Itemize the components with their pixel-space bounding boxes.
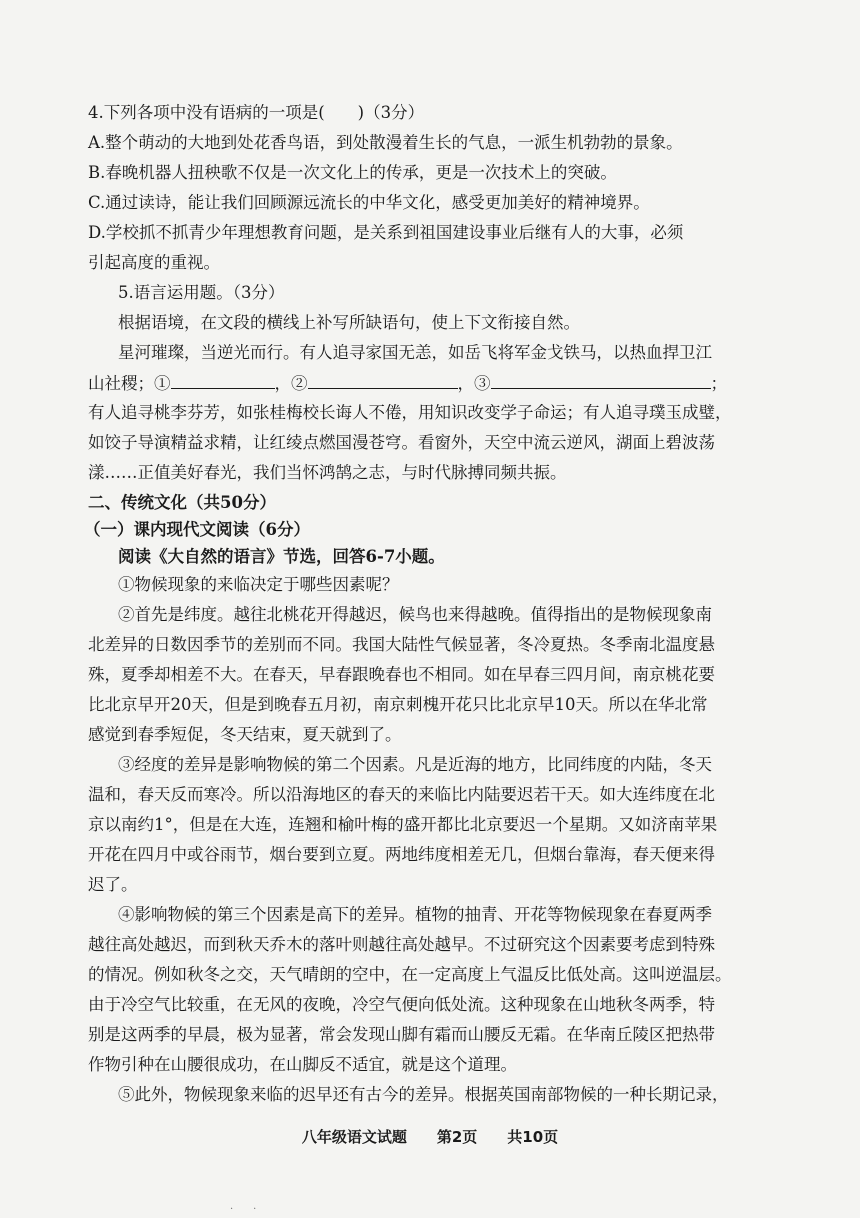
- q5-stem: 5.语言运用题。（3分）: [118, 283, 285, 302]
- page-footer: 八年级语文试题 第2页 共10页: [301, 1128, 559, 1146]
- q5-instruction: 根据语境，在文段的横线上补写所缺语句，使上下文衔接自然。: [118, 313, 580, 332]
- answer-blank-1[interactable]: [171, 372, 275, 389]
- passage-para-2-l1: ②首先是纬度。越往北桃花开得越迟，候鸟也来得越晚。值得指出的是物候现象南: [118, 605, 712, 624]
- passage-para-4-l3: 的情况。例如秋冬之交，天气晴朗的空中，在一定高度上气温反比低处高。这叫逆温层。: [88, 965, 732, 984]
- q5-text-line3: 有人追寻桃李芬芳，如张桂梅校长诲人不倦，用知识改变学子命运；有人追寻璞玉成璧，: [88, 403, 732, 422]
- q4-stem: 4.下列各项中没有语病的一项是( )（3分）: [88, 103, 425, 122]
- passage-para-1: ①物候现象的来临决定于哪些因素呢？: [118, 575, 399, 594]
- q4-option-b: B.春晚机器人扭秧歌不仅是一次文化上的传承，更是一次技术上的突破。: [88, 163, 617, 182]
- passage-para-3-l3: 京以南约1°，但是在大连，连翘和榆叶梅的盛开都比北京要迟一个星期。又如济南苹果: [88, 815, 718, 834]
- q5-text-prefix: 山社稷；①: [88, 374, 171, 393]
- passage-para-4-l5: 别是这两季的早晨，极为显著，常会发现山脚有霜而山腰反无霜。在华南丘陵区把热带: [88, 1025, 715, 1044]
- section-2-title: 二、传统文化（共50分）: [88, 493, 276, 512]
- passage-para-2-l3: 殊，夏季却相差不大。在春天，早春跟晚春也不相同。如在早春三四月间，南京桃花要: [88, 665, 715, 684]
- passage-para-4-l2: 越往高处越迟，而到秋天乔木的落叶则越往高处越早。不过研究这个因素要考虑到特殊: [88, 935, 715, 954]
- passage-para-3-l2: 温和，春天反而寒冷。所以沿海地区的春天的来临比内陆要迟若干天。如大连纬度在北: [88, 785, 715, 804]
- answer-blank-2[interactable]: [308, 372, 458, 389]
- scan-dots: · ·: [230, 1204, 257, 1215]
- q4-option-c: C.通过读诗，能让我们回顾源远流长的中华文化，感受更加美好的精神境界。: [88, 193, 650, 212]
- passage-para-5-l1: ⑤此外，物候现象来临的迟早还有古今的差异。根据英国南部物候的一种长期记录，: [118, 1085, 729, 1104]
- passage-para-3-l1: ③经度的差异是影响物候的第二个因素。凡是近海的地方，比同纬度的内陆，冬天: [118, 755, 712, 774]
- passage-para-3-l4: 开花在四月中或谷雨节，烟台要到立夏。两地纬度相差无几，但烟台靠海，春天便来得: [88, 845, 715, 864]
- passage-para-3-l5: 迟了。: [88, 875, 138, 894]
- passage-para-4-l6: 作物引种在山腰很成功，在山脚反不适宜，就是这个道理。: [88, 1055, 517, 1074]
- passage-para-4-l4: 由于冷空气比较重，在无风的夜晚，冷空气便向低处流。这种现象在山地秋冬两季，特: [88, 995, 715, 1014]
- q5-text-line5: 漾……正值美好春光，我们当怀鸿鹄之志，与时代脉搏同频共振。: [88, 463, 567, 482]
- q5-blank-line: [88, 372, 774, 395]
- q5-text-line4: 如饺子导演精益求精，让红绫点燃国漫苍穹。看窗外，天空中流云逆风，湖面上碧波荡: [88, 433, 715, 452]
- q4-option-d-cont: 引起高度的重视。: [88, 253, 220, 272]
- passage-para-2-l4: 比北京早开20天，但是到晚春五月初，南京刺槐开花只比北京早10天。所以在华北常: [88, 695, 708, 714]
- q5-text-suffix: ；: [710, 374, 727, 393]
- passage-para-2-l5: 感觉到春季短促，冬天结束，夏天就到了。: [88, 725, 402, 744]
- reading-instruction: 阅读《大自然的语言》节选，回答6-7小题。: [118, 547, 445, 566]
- section-2-subtitle: （一）课内现代文阅读（6分）: [84, 520, 310, 539]
- q5-text-line1: 星河璀璨，当逆光而行。有人追寻家国无恙，如岳飞将军金戈铁马，以热血捍卫江: [118, 343, 712, 362]
- passage-para-4-l1: ④影响物候的第三个因素是高下的差异。植物的抽青、开花等物候现象在春夏两季: [118, 905, 712, 924]
- blank-2-mark: ，②: [274, 374, 308, 393]
- q4-option-a: A.整个萌动的大地到处花香鸟语，到处散漫着生长的气息，一派生机勃勃的景象。: [88, 133, 683, 152]
- blank-3-mark: ，③: [457, 374, 491, 393]
- passage-para-2-l2: 北差异的日数因季节的差别而不同。我国大陆性气候显著，冬冷夏热。冬季南北温度悬: [88, 635, 715, 654]
- q4-option-d: D.学校抓不抓青少年理想教育问题，是关系到祖国建设事业后继有人的大事，必须: [88, 223, 684, 242]
- answer-blank-3[interactable]: [491, 372, 711, 389]
